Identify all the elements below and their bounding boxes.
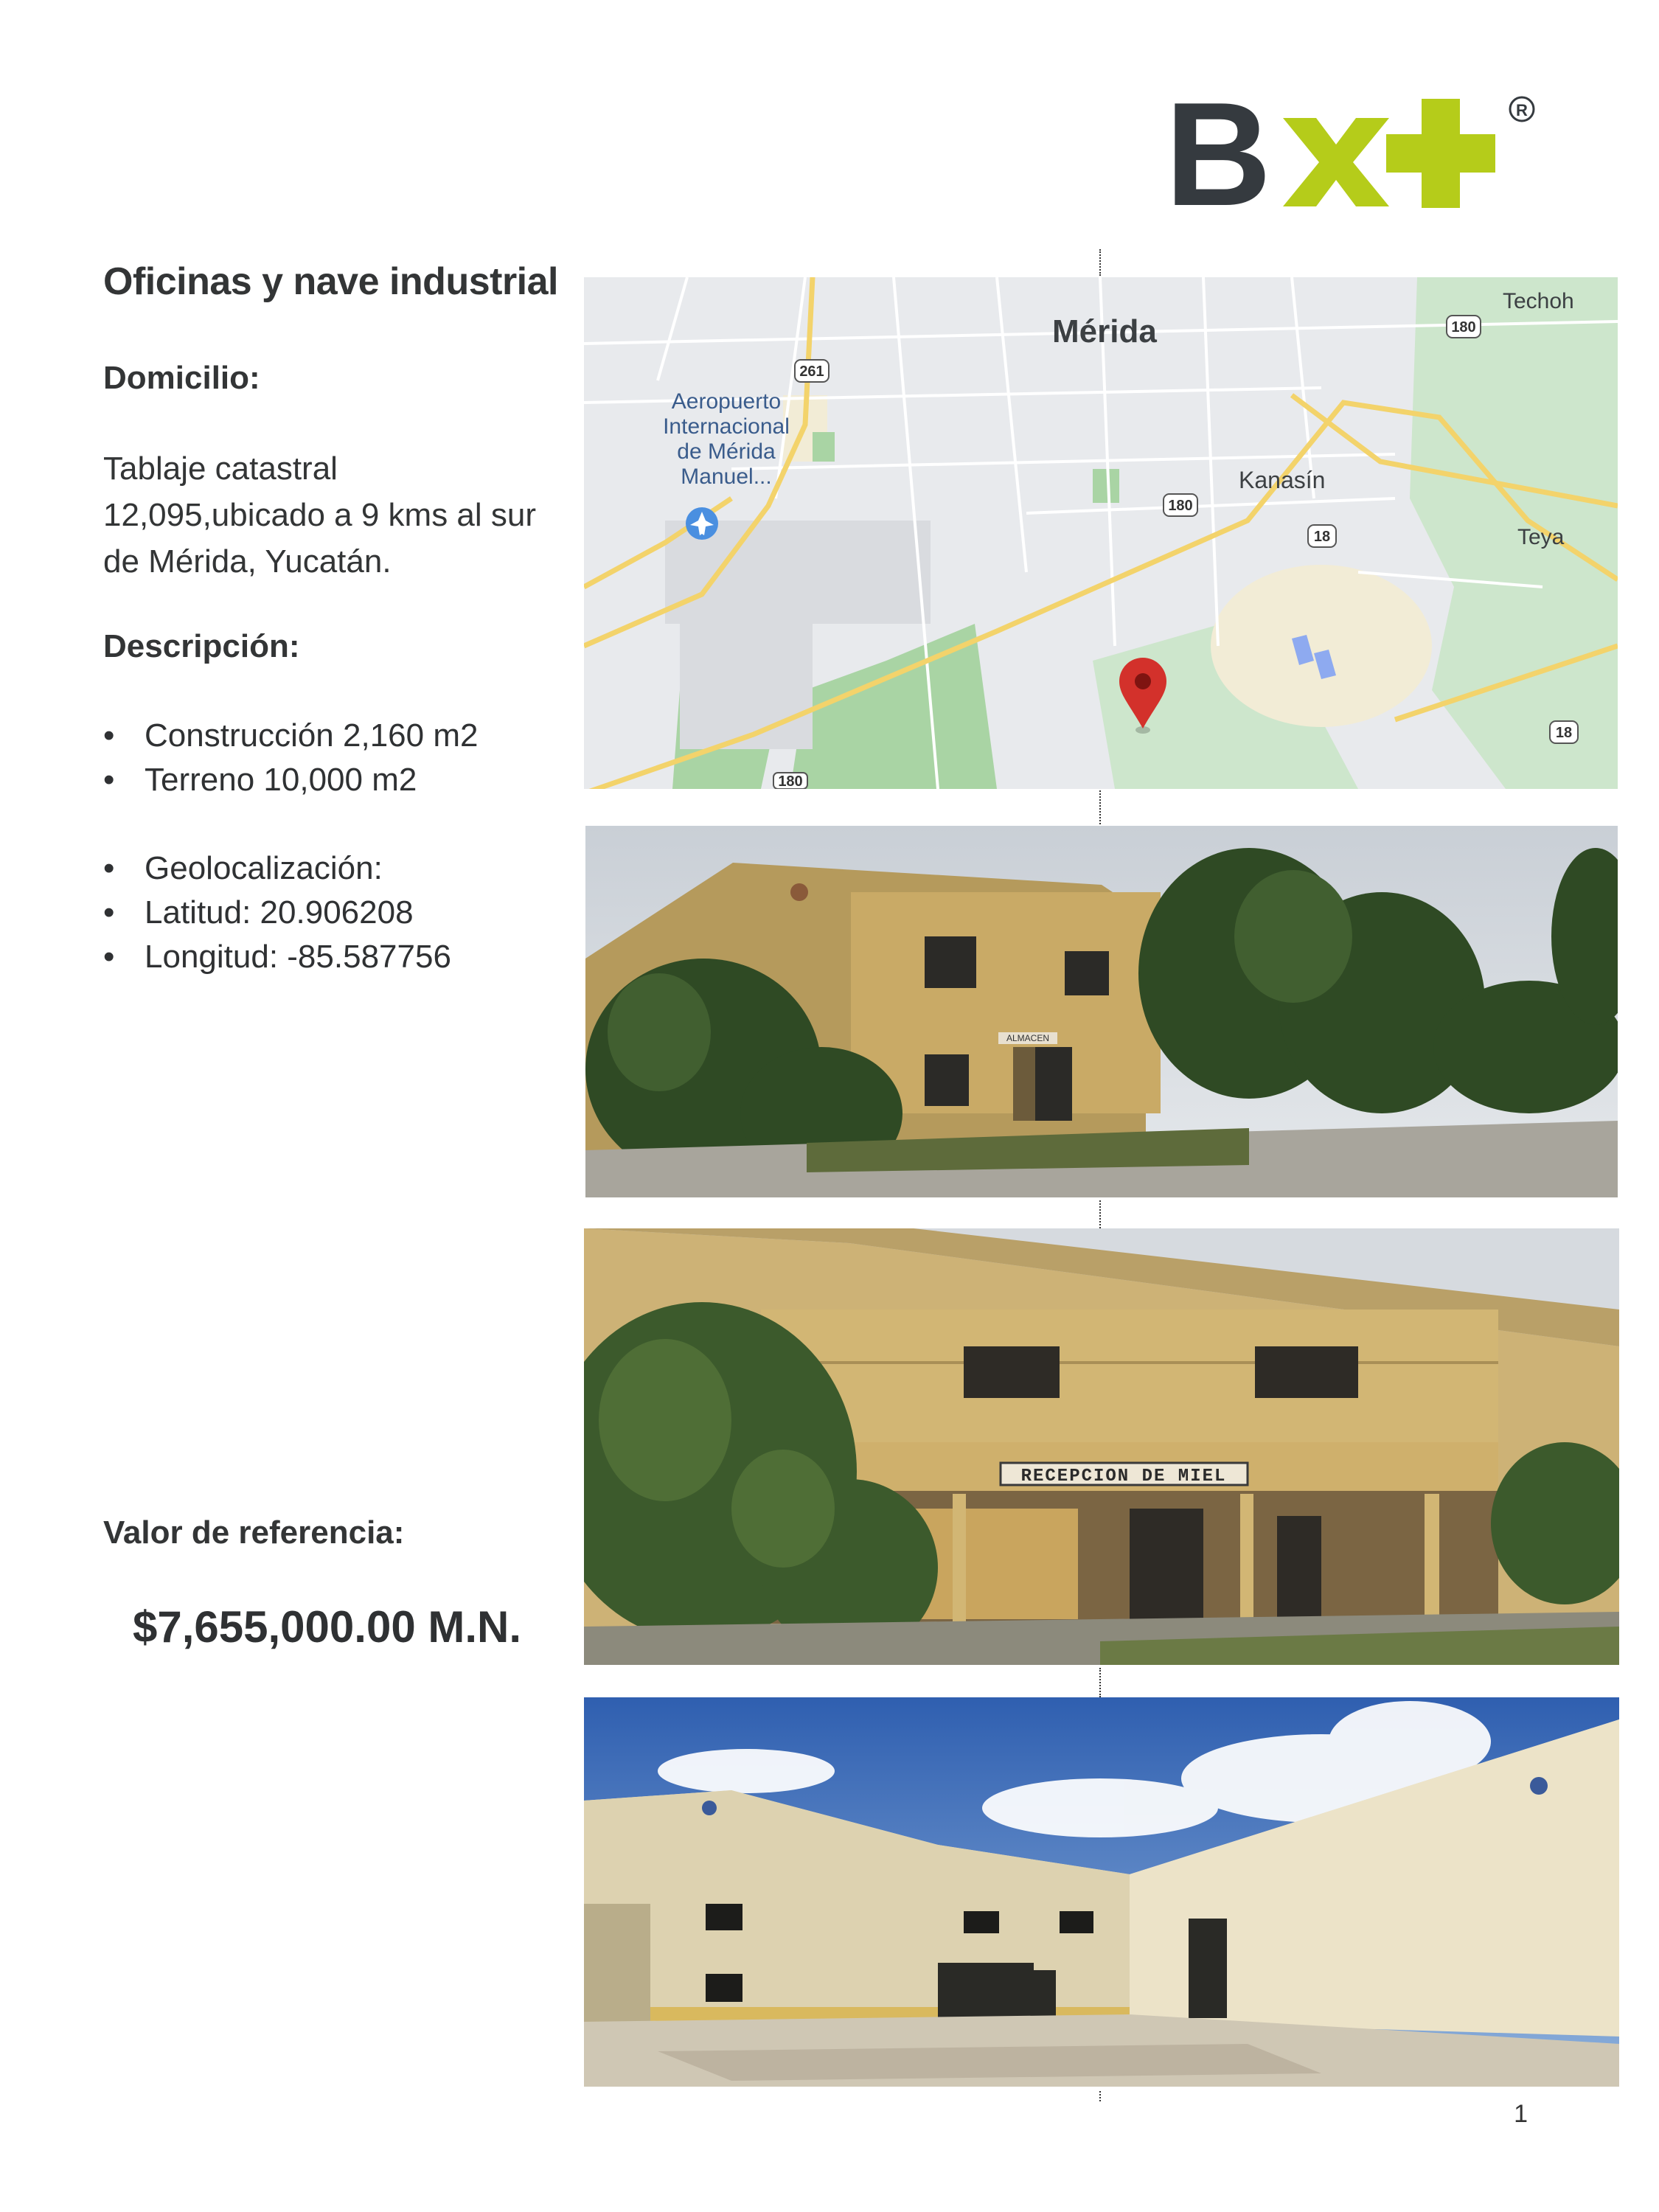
- route-number: 261: [799, 364, 824, 380]
- address-line: Tablaje catastral: [103, 451, 338, 487]
- description-label: Descripción:: [103, 628, 300, 664]
- logo-plus-mark: [1386, 99, 1495, 208]
- logo-letter-b: B: [1165, 88, 1272, 221]
- list-item: • Geolocalización:: [103, 846, 451, 891]
- property-photo-2: [584, 1228, 1619, 1665]
- list-item: • Construcción 2,160 m2: [103, 714, 478, 758]
- address-label: Domicilio:: [103, 360, 260, 396]
- guide-line: [1099, 1200, 1101, 1228]
- guide-line: [1099, 790, 1101, 824]
- map-label-town: Teya: [1517, 525, 1565, 549]
- svg-text:R: R: [1516, 101, 1528, 119]
- map-label-city: Mérida: [1052, 313, 1157, 349]
- guide-line: [1099, 1668, 1101, 1697]
- route-number: 180: [1168, 498, 1193, 514]
- map-label-airport: Internacional: [663, 414, 790, 439]
- route-number: 18: [1313, 529, 1331, 545]
- page-number: 1: [1514, 2100, 1528, 2128]
- location-map[interactable]: [584, 277, 1618, 789]
- guide-line: [1099, 2091, 1101, 2101]
- guide-line: [1099, 249, 1101, 276]
- map-label-airport: Aeropuerto: [671, 389, 782, 414]
- map-label-airport: de Mérida: [677, 439, 776, 464]
- airport-icon: [686, 507, 718, 540]
- route-number: 180: [1451, 319, 1476, 335]
- list-item: • Longitud: -85.587756: [103, 935, 451, 979]
- map-label-town: Techoh: [1503, 289, 1574, 313]
- page-title: Oficinas y nave industrial: [103, 260, 558, 303]
- address-text: [103, 445, 536, 585]
- map-label-town: Kanasín: [1239, 467, 1326, 493]
- building-sign: RECEPCION DE MIEL: [1020, 1467, 1227, 1486]
- bx-plus-logo: [1165, 88, 1548, 221]
- address-line: de Mérida, Yucatán.: [103, 543, 392, 580]
- logo-x-mark: [1283, 118, 1389, 206]
- property-photo-1: [585, 826, 1618, 1197]
- property-photo-3: [584, 1697, 1619, 2087]
- list-item: • Latitud: 20.906208: [103, 891, 451, 935]
- address-line: 12,095,ubicado a 9 kms al sur: [103, 497, 537, 533]
- route-number: 18: [1555, 725, 1573, 741]
- route-number: 180: [778, 773, 803, 789]
- map-label-airport: Manuel...: [681, 465, 772, 489]
- list-item: • Terreno 10,000 m2: [103, 758, 478, 802]
- reference-value-label: Valor de referencia:: [103, 1514, 405, 1551]
- reference-price: $7,655,000.00 M.N.: [133, 1602, 522, 1652]
- building-sign: ALMACEN: [1006, 1033, 1050, 1043]
- description-list: [103, 714, 478, 802]
- geolocation-list: [103, 846, 451, 979]
